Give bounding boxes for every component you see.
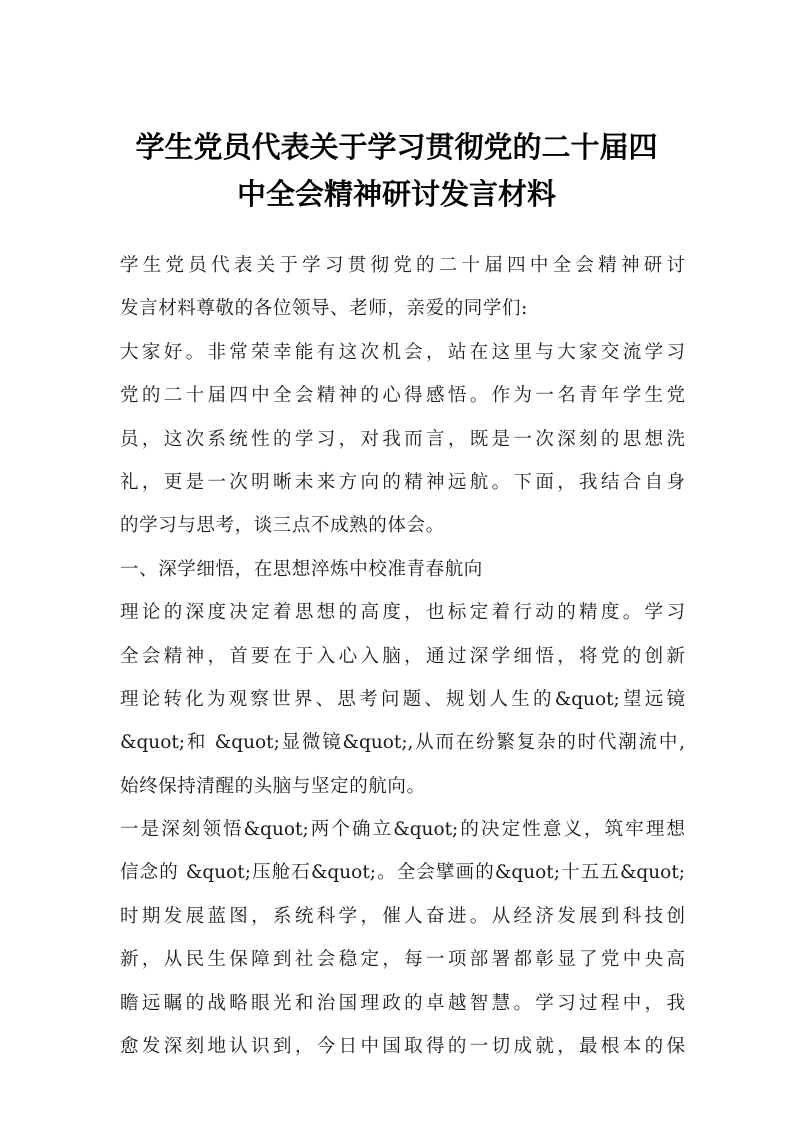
body-line: 时期发展蓝图，系统科学，催人奋进。从经济发展到科技创: [120, 905, 685, 927]
body-line: 员，这次系统性的学习，对我而言，既是一次深刻的思想洗: [120, 428, 685, 450]
body-line: 理论的深度决定着思想的高度，也标定着行动的精度。学习: [120, 602, 685, 624]
body-line: 全会精神，首要在于入心入脑，通过深学细悟，将党的创新: [120, 645, 685, 667]
body-line: 的学习与思考，谈三点不成熟的体会。: [120, 515, 445, 537]
body-line: 新，从民生保障到社会稳定，每一项部署都彰显了党中央高: [120, 949, 685, 971]
body-line: 理论转化为观察世界、思考问题、规划人生的&quot;望远镜: [120, 688, 685, 710]
body-line: 党的二十届四中全会精神的心得感悟。作为一名青年学生党: [120, 385, 685, 407]
body-line: 始终保持清醒的头脑与坚定的航向。: [120, 775, 426, 797]
body-line: 发言材料尊敬的各位领导、老师，亲爱的同学们:: [120, 298, 528, 320]
body-line: &quot;和 &quot;显微镜&quot;,从而在纷繁复杂的时代潮流中,: [120, 732, 685, 754]
body-line: 大家好。非常荣幸能有这次机会，站在这里与大家交流学习: [120, 341, 685, 363]
body-line: 信念的 &quot;压舱石&quot;。全会擘画的&quot;十五五&quot;: [120, 862, 685, 884]
document-title-line-2: 中全会精神研讨发言材料: [236, 177, 556, 211]
body-line: 学生党员代表关于学习贯彻党的二十届四中全会精神研讨: [120, 255, 685, 276]
body-line: 愈发深刻地认识到，今日中国取得的一切成就，最根本的保: [120, 1036, 685, 1058]
body-line: 礼，更是一次明晰未来方向的精神远航。下面，我结合自身: [120, 471, 685, 493]
document-title-line-1: 学生党员代表关于学习贯彻党的二十届四: [135, 130, 658, 164]
document-body: [120, 244, 685, 1068]
body-line: 一是深刻领悟&quot;两个确立&quot;的决定性意义，筑牢理想: [120, 819, 685, 841]
body-line: 瞻远瞩的战略眼光和治国理政的卓越智慧。学习过程中，我: [120, 992, 685, 1014]
section-heading: 一、深学细悟，在思想淬炼中校准青春航向: [120, 558, 483, 580]
